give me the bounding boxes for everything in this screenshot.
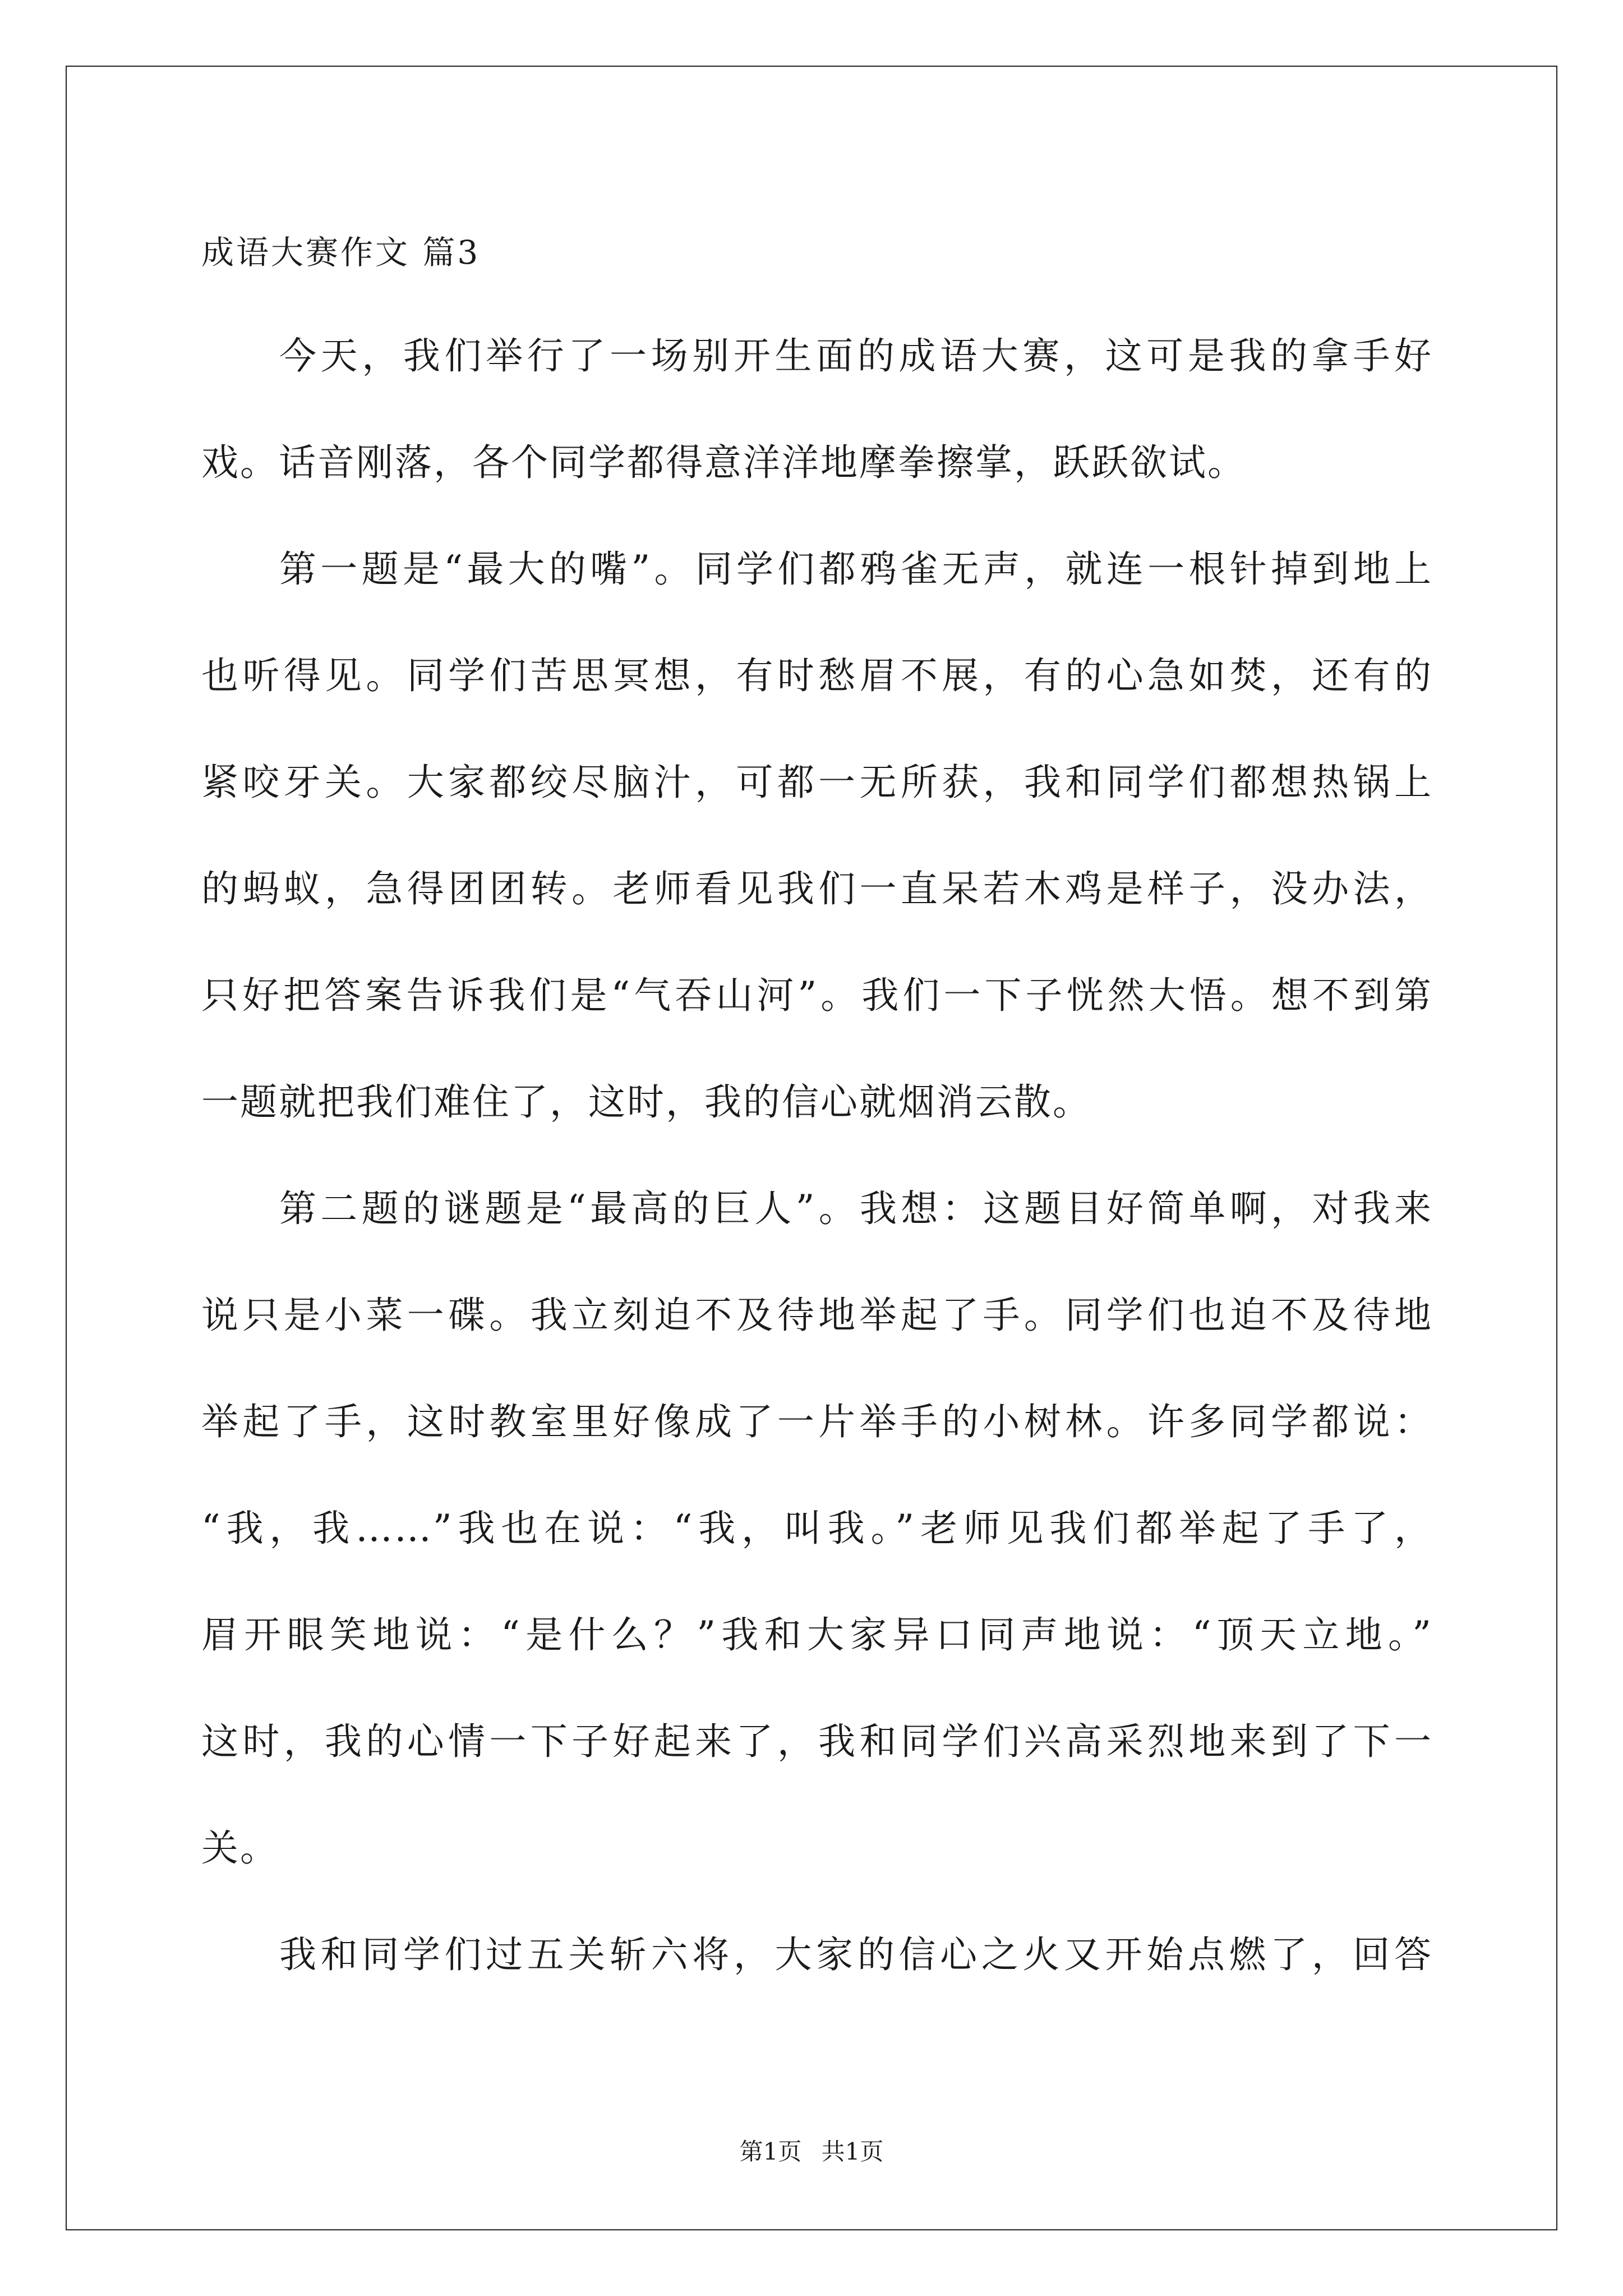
paragraph-line: 眉开眼笑地说：“是什么？”我和大家异口同声地说：“顶天立地。” — [201, 1613, 1433, 1657]
paragraph-line: 我和同学们过五关斩六将，大家的信心之火又开始点燃了，回答 — [279, 1933, 1433, 1976]
paragraph-line: 关。 — [201, 1826, 279, 1870]
paragraph-line: 这时，我的心情一下子好起来了，我和同学们兴高采烈地来到了下一 — [201, 1720, 1433, 1763]
paragraph-line: 只好把答案告诉我们是“气吞山河”。我们一下子恍然大悟。想不到第 — [201, 974, 1433, 1017]
paragraph-line: 说只是小菜一碟。我立刻迫不及待地举起了手。同学们也迫不及待地 — [201, 1294, 1433, 1337]
page-footer: 第1页 共1页 — [739, 2138, 884, 2165]
paragraph-line: 戏。话音刚落，各个同学都得意洋洋地摩拳擦掌，跃跃欲试。 — [201, 441, 1246, 484]
paragraph-line: 的蚂蚁，急得团团转。老师看见我们一直呆若木鸡是样子，没办法， — [201, 867, 1433, 910]
document-body — [201, 303, 1433, 2008]
paragraph-line: “我，我……”我也在说：“我，叫我。”老师见我们都举起了手了， — [201, 1507, 1433, 1550]
paragraph-line: 紧咬牙关。大家都绞尽脑汁，可都一无所获，我和同学们都想热锅上 — [201, 761, 1433, 804]
paragraph-line: 第二题的谜题是“最高的巨人”。我想：这题目好简单啊，对我来 — [279, 1187, 1433, 1230]
paragraph-line: 举起了手，这时教室里好像成了一片举手的小树林。许多同学都说： — [201, 1400, 1433, 1443]
paragraph-line: 今天，我们举行了一场别开生面的成语大赛，这可是我的拿手好 — [279, 334, 1433, 378]
paragraph-line: 第一题是“最大的嘴”。同学们都鸦雀无声，就连一根针掉到地上 — [279, 547, 1433, 591]
page-title: 成语大赛作文 篇3 — [201, 233, 481, 272]
paragraph-line: 一题就把我们难住了，这时，我的信心就烟消云散。 — [201, 1080, 1091, 1124]
paragraph-line: 也听得见。同学们苦思冥想，有时愁眉不展，有的心急如焚，还有的 — [201, 654, 1433, 697]
